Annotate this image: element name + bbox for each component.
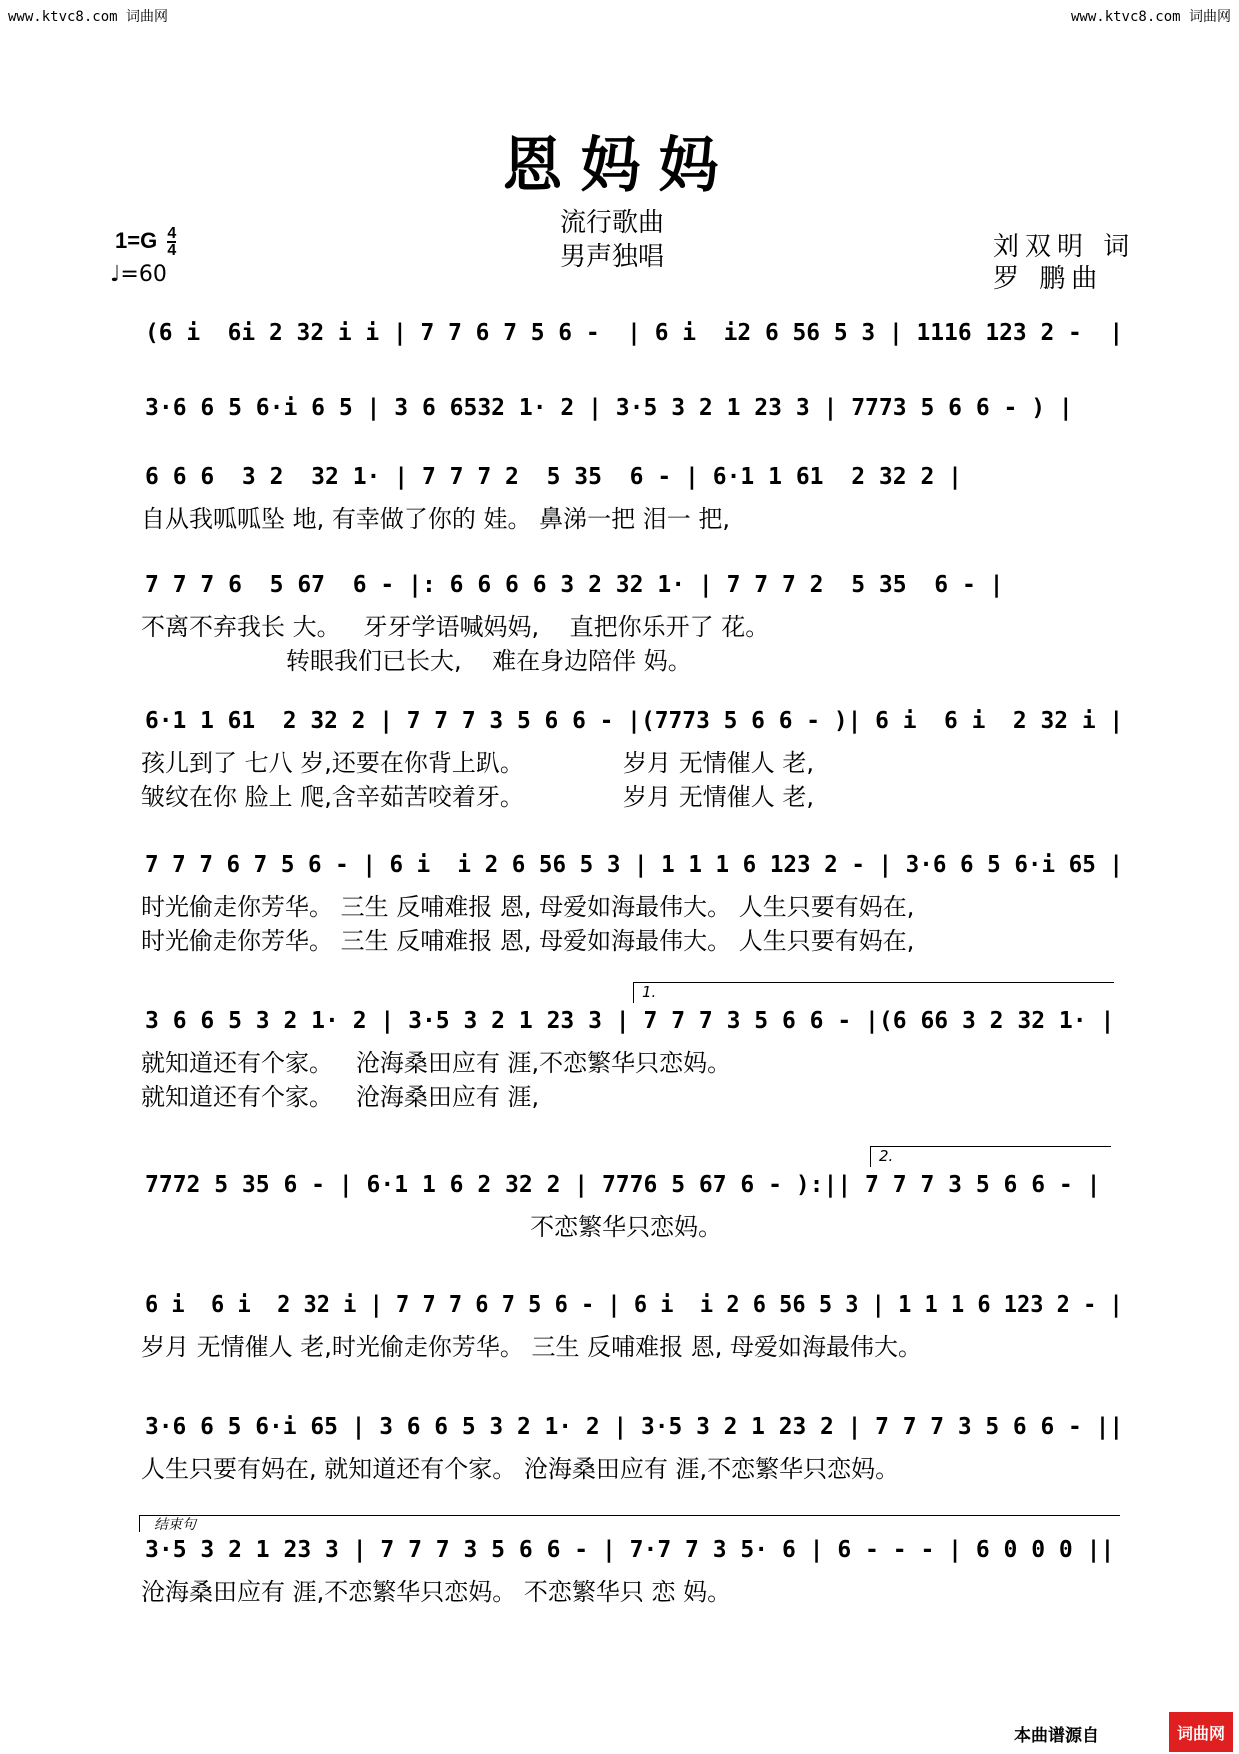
lyric-line: 岁月 无情催人 老,时光偷走你芳华。 三生 反哺难报 恩, 母爱如海最伟大。 [141,1333,923,1361]
notation-line: (6 i 6i 2 32 i i | 7 7 6 7 5 6 - | 6 i i2 6 56 5 3 | 1116 123 2 - | [145,320,1124,346]
lyric-line: 自从我呱呱坠 地, 有幸做了你的 娃。 鼻涕一把 泪一 把, [141,505,731,533]
lyric-line: 人生只要有妈在, 就知道还有个家。 沧海桑田应有 涯,不恋繁华只恋妈。 [141,1455,900,1483]
notation-line: 6 i 6 i 2 32 i | 7 7 7 6 7 5 6 - | 6 i i 2 6 56 5 3 | 1 1 1 6 123 2 - | [145,1292,1123,1318]
volta-number: 1. [642,983,657,1001]
lyric-line: 不恋繁华只恋妈。 [141,1213,723,1241]
notation-line: 3·6 6 5 6·i 6 5 | 3 6 6532 1· 2 | 3·5 3 2 1 23 3 | 7773 5 6 6 - ) | [145,395,1073,421]
notation-line: 7 7 7 6 7 5 6 - | 6 i i 2 6 56 5 3 | 1 1 1 6 123 2 - | 3·6 6 5 6·i 65 | [145,852,1123,878]
song-title: 恩妈妈 [502,131,737,201]
tempo-value: =60 [120,262,167,287]
lyric-line: 孩儿到了 七八 岁,还要在你背上趴。 岁月 无情催人 老, [141,749,814,777]
lyric-line: 就知道还有个家。 沧海桑田应有 涯, [141,1083,540,1111]
site-url-right: www.ktvc8.com 词曲网 [1070,9,1231,25]
coda-bracket [139,1515,1120,1532]
lyric-line: 皱纹在你 脸上 爬,含辛茹苦咬着牙。 岁月 无情催人 老, [141,783,814,811]
volta-number: 2. [879,1147,894,1165]
notation-line: 3 6 6 5 3 2 1· 2 | 3·5 3 2 1 23 3 | 7 7 7 3 5 6 6 - |(6 66 3 2 32 1· | [145,1008,1115,1034]
notation-line: 3·5 3 2 1 23 3 | 7 7 7 3 5 6 6 - | 7·7 7 3 5· 6 | 6 - - - | 6 0 0 0 || [145,1537,1115,1563]
lyric-line: 时光偷走你芳华。 三生 反哺难报 恩, 母爱如海最伟大。 人生只要有妈在, [141,893,915,921]
source-note: 本曲谱源自 [1014,1726,1099,1746]
coda-label: 结束句 [154,1517,196,1533]
notation-line: 7 7 7 6 5 67 6 - |: 6 6 6 6 3 2 32 1· | 7 7 7 2 5 35 6 - | [145,572,1004,598]
site-url-left: www.ktvc8.com 词曲网 [8,9,169,25]
quarter-note-icon: ♩ [110,262,121,287]
lyric-line: 就知道还有个家。 沧海桑田应有 涯,不恋繁华只恋妈。 [141,1049,732,1077]
performer-label: 男声独唱 [560,242,665,272]
key-signature [115,226,176,258]
lyric-line: 时光偷走你芳华。 三生 反哺难报 恩, 母爱如海最伟大。 人生只要有妈在, [141,927,915,955]
time-signature: $\frac{4}{4}$ [167,225,177,259]
lyric-line: 不离不弃我长 大。 牙牙学语喊妈妈, 直把你乐开了 花。 [141,613,770,641]
genre-label: 流行歌曲 [560,208,665,238]
volta-bracket [870,1146,1111,1167]
notation-line: 6 6 6 3 2 32 1· | 7 7 7 2 5 35 6 - | 6·1 1 61 2 32 2 | [145,464,962,490]
volta-bracket [633,982,1114,1003]
notation-line: 6·1 1 61 2 32 2 | 7 7 7 3 5 6 6 - |(7773 5 6 6 - )| 6 i 6 i 2 32 i | [145,708,1124,734]
lyric-line: 沧海桑田应有 涯,不恋繁华只恋妈。 不恋繁华只 恋 妈。 [141,1578,732,1606]
lyricist-credit: 刘双明 词 [993,232,1136,262]
composer-credit: 罗 鹏曲 [993,264,1104,294]
tempo-marking [110,262,167,287]
lyric-line: 转眼我们已长大, 难在身边陪伴 妈。 [141,647,692,675]
notation-line: 7772 5 35 6 - | 6·1 1 6 2 32 2 | 7776 5 67 6 - ):|| 7 7 7 3 5 6 6 - | [145,1172,1101,1198]
key-label: 1=G [115,227,158,253]
notation-line: 3·6 6 5 6·i 65 | 3 6 6 5 3 2 1· 2 | 3·5 3 2 1 23 2 | 7 7 7 3 5 6 6 - || [145,1414,1124,1440]
site-logo: 词曲网 [1169,1712,1233,1752]
